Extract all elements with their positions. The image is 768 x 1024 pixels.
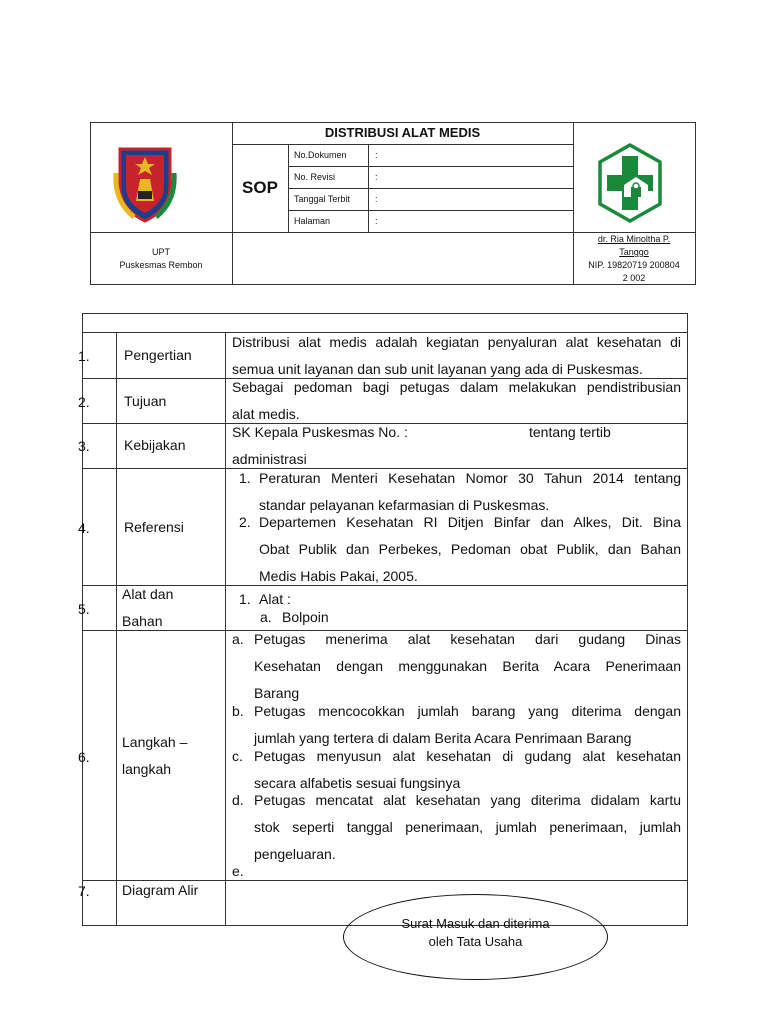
list-letter: a. xyxy=(260,609,272,625)
unit-line-1: UPT xyxy=(152,247,170,257)
list-letter: d. xyxy=(232,792,244,808)
unit-line-2: Puskesmas Rembon xyxy=(119,260,203,270)
signer-name-2: Tanggo xyxy=(619,247,649,257)
list-number: 1. xyxy=(239,470,251,486)
text-line: secara alfabetis sesuai fungsinya xyxy=(254,775,461,791)
field-label-no-revisi: No. Revisi xyxy=(294,172,336,182)
referensi-item-2 xyxy=(259,509,681,590)
field-label-no-dokumen: No.Dokumen xyxy=(294,150,347,160)
label-line: Alat dan xyxy=(122,586,174,602)
text-line: Barang xyxy=(254,685,300,701)
text-line: Petugas menerima alat kesehatan dari gudang Dinas xyxy=(254,631,681,647)
text-line: standar pelayanan kefarmasian di Puskesmas. xyxy=(259,497,550,513)
row-label-alat xyxy=(122,581,173,635)
kebijakan-text-line2: administrasi xyxy=(232,451,307,467)
label-line: langkah xyxy=(122,761,172,777)
alat-item: Alat : xyxy=(259,591,291,607)
row-number: 6. xyxy=(78,749,90,765)
text-line: Sebagai pedoman bagi petugas dalam melakukan pendistribusian xyxy=(232,379,681,395)
flow-text-line: Surat Masuk dan diterima xyxy=(401,916,550,931)
signer-name-1: dr. Ria Minoltha P. xyxy=(597,234,671,244)
row-number: 4. xyxy=(78,520,90,536)
text-line: Departemen Kesehatan RI Ditjen Binfar dan Alkes, Dit. Bina xyxy=(259,514,681,530)
sop-label: SOP xyxy=(242,178,278,197)
text-line: Medis Habis Pakai, 2005. xyxy=(259,568,418,584)
kebijakan-text-part2: tentang tertib xyxy=(529,424,611,440)
text-line: alat medis. xyxy=(232,406,300,422)
label-line: Bahan xyxy=(122,613,163,629)
langkah-step-d xyxy=(254,787,681,868)
puskesmas-logo-icon xyxy=(598,143,662,223)
text-line: pengeluaran. xyxy=(254,846,336,862)
field-label-tanggal-terbit: Tanggal Terbit xyxy=(294,194,350,204)
row-label-referensi: Referensi xyxy=(124,519,184,535)
bahan-item: Bolpoin xyxy=(282,609,329,625)
text-line: jumlah yang tertera di dalam Berita Acara Penrimaan Barang xyxy=(254,730,632,746)
list-number: 1. xyxy=(239,591,251,607)
list-letter: a. xyxy=(232,631,244,647)
field-value-no-dokumen: : xyxy=(375,150,378,160)
row-number: 2. xyxy=(78,394,90,410)
row-number: 7. xyxy=(78,883,90,899)
field-value-halaman: : xyxy=(375,216,378,226)
field-label-halaman: Halaman xyxy=(294,216,331,226)
row-label-diagram-alir: Diagram Alir xyxy=(122,882,199,898)
list-letter: e. xyxy=(232,863,244,879)
row-label-langkah xyxy=(122,729,187,783)
text-line: stok seperti tanggal penerimaan, jumlah penerimaan, jumlah xyxy=(254,819,681,835)
row-label-pengertian: Pengertian xyxy=(124,347,192,363)
langkah-step-a xyxy=(254,626,681,707)
text-line: Peraturan Menteri Kesehatan Nomor 30 Tahun 2014 tentang xyxy=(259,470,681,486)
row-number: 5. xyxy=(78,601,90,617)
kebijakan-text-part1: SK Kepala Puskesmas No. : xyxy=(232,424,408,440)
list-letter: b. xyxy=(232,703,244,719)
regency-emblem-icon xyxy=(112,143,178,223)
list-number: 2. xyxy=(239,514,251,530)
label-line: Langkah – xyxy=(122,734,188,750)
row-number: 3. xyxy=(78,438,90,454)
text-line: Distribusi alat medis adalah kegiatan penyaluran alat kesehatan di xyxy=(232,334,681,350)
signer-nip-2: 2 002 xyxy=(622,273,646,283)
unit-name xyxy=(90,246,232,272)
text-line: semua unit layanan dan sub unit layanan yang ada di Puskesmas. xyxy=(232,361,643,377)
field-value-no-revisi: : xyxy=(375,172,378,182)
flow-start-text xyxy=(343,915,608,951)
flow-text-line: oleh Tata Usaha xyxy=(428,934,523,949)
text-line: Obat Publik dan Perbekes, Pedoman obat Publik, dan Bahan xyxy=(259,541,681,557)
text-line: Petugas mencocokkan jumlah barang yang diterima dengan xyxy=(254,703,681,719)
row-number: 1. xyxy=(78,348,90,364)
text-line: Petugas mencatat alat kesehatan yang diterima didalam kartu xyxy=(254,792,681,808)
row-label-kebijakan: Kebijakan xyxy=(124,437,186,453)
text-line: Kesehatan dengan menggunakan Berita Acara Penerimaan xyxy=(254,658,681,674)
signer-nip-1: NIP. 19820719 200804 xyxy=(588,260,680,270)
row-label-tujuan: Tujuan xyxy=(124,393,167,409)
field-value-tanggal-terbit: : xyxy=(375,194,378,204)
signer-block xyxy=(573,233,695,285)
text-line: Petugas menyusun alat kesehatan di gudang alat kesehatan xyxy=(254,748,681,764)
list-letter: c. xyxy=(232,748,243,764)
document-title: DISTRIBUSI ALAT MEDIS xyxy=(324,125,481,140)
